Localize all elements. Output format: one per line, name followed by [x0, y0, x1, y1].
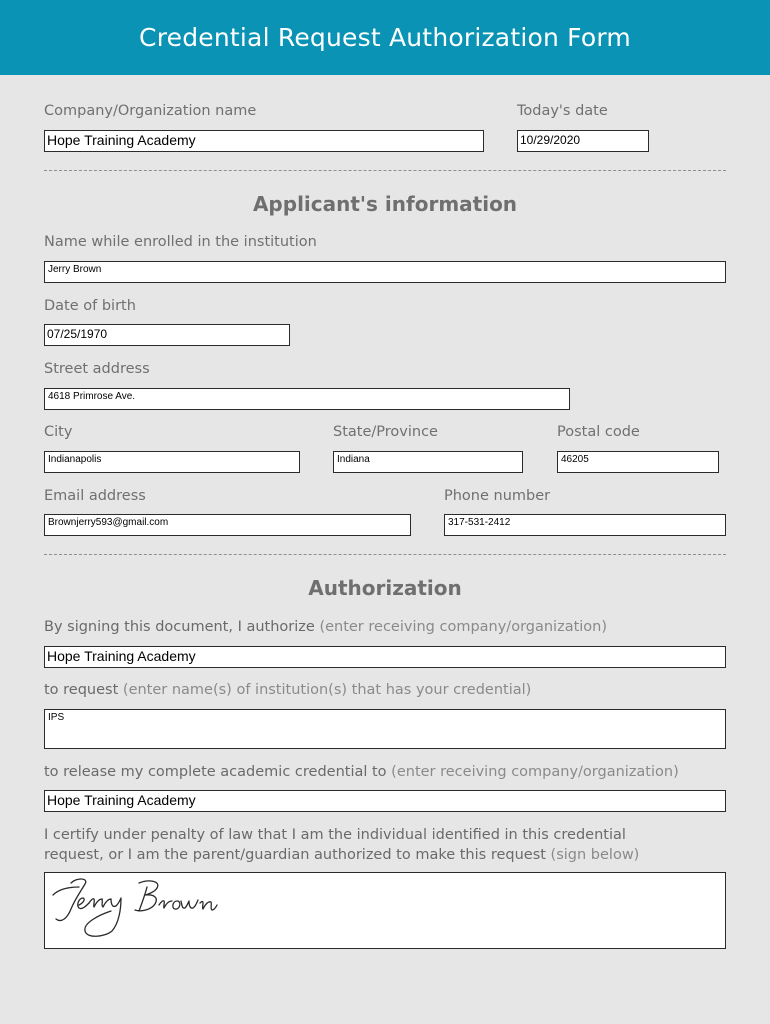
authorize-text: By signing this document, I authorize [44, 619, 315, 635]
city-field[interactable]: Indianapolis [44, 451, 300, 473]
request-field[interactable]: IPS [44, 709, 726, 749]
authorize-field[interactable]: Hope Training Academy [44, 646, 726, 668]
divider [44, 554, 726, 555]
company-label: Company/Organization name [44, 103, 257, 119]
release-field[interactable]: Hope Training Academy [44, 790, 726, 812]
form-title: Credential Request Authorization Form [139, 23, 631, 52]
company-field[interactable]: Hope Training Academy [44, 130, 484, 152]
request-hint: (enter name(s) of institution(s) that has your credential) [122, 682, 532, 698]
divider [44, 170, 726, 171]
certify-text-1: I certify under penalty of law that I am the individual identified in this credential [44, 827, 626, 843]
postal-field[interactable]: 46205 [557, 451, 719, 473]
state-label: State/Province [333, 424, 438, 440]
release-hint: (enter receiving company/organization) [391, 764, 679, 780]
certify-line1 [44, 826, 626, 844]
release-label [44, 763, 679, 781]
phone-field[interactable]: 317-531-2412 [444, 514, 726, 536]
authorize-hint: (enter receiving company/organization) [319, 619, 608, 635]
request-label [44, 681, 531, 699]
certify-text-2: request, or I am the parent/guardian authorized to make this request [44, 847, 546, 863]
signature-image [49, 875, 249, 945]
certify-line2 [44, 846, 639, 864]
email-label: Email address [44, 488, 146, 504]
email-field[interactable]: Brownjerry593@gmail.com [44, 514, 411, 536]
dob-field[interactable]: 07/25/1970 [44, 324, 290, 346]
name-label: Name while enrolled in the institution [44, 234, 317, 250]
form-header [0, 0, 770, 75]
phone-label: Phone number [444, 488, 551, 504]
postal-label: Postal code [557, 424, 640, 440]
request-text: to request [44, 682, 119, 698]
signature-field[interactable] [44, 872, 726, 949]
release-text: to release my complete academic credential to [44, 764, 387, 780]
date-field[interactable]: 10/29/2020 [517, 130, 649, 152]
name-field[interactable]: Jerry Brown [44, 261, 726, 283]
city-label: City [44, 424, 73, 440]
date-label: Today's date [517, 103, 608, 119]
applicant-heading: Applicant's information [252, 192, 518, 216]
authorization-heading: Authorization [308, 576, 462, 600]
certify-hint: (sign below) [550, 847, 640, 863]
street-label: Street address [44, 361, 150, 377]
street-field[interactable]: 4618 Primrose Ave. [44, 388, 570, 410]
authorize-label [44, 618, 607, 636]
state-field[interactable]: Indiana [333, 451, 523, 473]
dob-label: Date of birth [44, 298, 136, 314]
